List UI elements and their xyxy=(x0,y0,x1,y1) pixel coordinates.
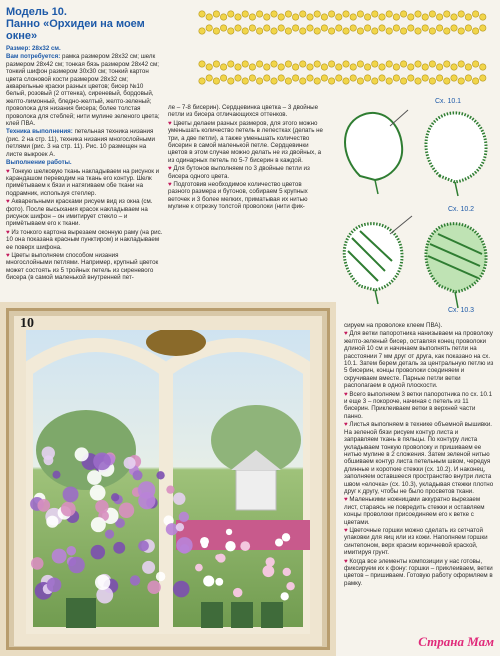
paragraph: ♥ Цветы делаем разных размеров, для этого можно уменьшать количество петель в лепестках (делать не три, а две петли), а также уменьшать количество бисерин в самой маленькой петле. Сердцевинки цветов в этом случае можно делать не из двойных, а из одинарных петель по 5-7 бисерин в каждой. xyxy=(168,119,323,164)
fern-bead-diagram xyxy=(196,2,496,94)
size-text: Размер: 28x32 см. xyxy=(6,45,61,52)
middle-column xyxy=(168,104,324,212)
paragraph: ♥ Для ветки папоротника нанизываем на проволоку желто-зеленый бисер, оставляя конец проволоки длиной 10 см и начинаем выполнять петли на расстоянии 7 мм друг от друга, как показано на сх. 10.1. Затем берем деталь за центральную петлю из 5 бисерин, концы проволоки соединяем и скручиваем вместе. Парные петли ветки располагаем в одной плоскости. xyxy=(344,330,494,390)
intro-column xyxy=(6,6,164,283)
technique-text: петельная техника низания (рис. 2 на стр. 11), техника низания многослойными петлями (рис. 3 на стр. 11). Рис. 10 размещен на листе выкроек А. xyxy=(6,128,156,158)
framed-photo xyxy=(0,302,336,656)
paragraph: ♥ Акварельными красками рисуем вид из окна (см. фото). После высыхания красок накладываем на рисунок шифон – он имитирует стекло – и примётываем его к ткани. xyxy=(6,198,153,228)
figure-label-10-1: Сх. 10.1 xyxy=(435,98,462,105)
scene-art xyxy=(26,330,310,634)
leaf-filled-figure xyxy=(426,224,486,308)
site-watermark: Страна Мам xyxy=(418,634,494,649)
technique-label: Техника выполнения: xyxy=(6,128,73,136)
paragraph: сируем на проволоке клеем ПВА). xyxy=(344,322,443,329)
need-label: Вам потребуется: xyxy=(6,53,61,61)
figure-label-10-2: Сх. 10.2 xyxy=(448,206,475,213)
right-column xyxy=(344,322,494,588)
paragraph: ♥ Из тонкого картона вырезаем оконную раму (на рис. 10 она показана красным пунктиром) и накладываем ее поверх шифона. xyxy=(6,228,163,251)
paragraph: ♥ Подготовив необходимое количество цветов разного размера и бутонов, собираем 5 крупных веточек и 3 более мелких, приматывая их нитью мулине к отрезку толстой проволоки (нити фик- xyxy=(168,181,308,211)
paragraph: ♥ Тонкую шелковую ткань накладываем на рисунок и карандашом переводим на ткань его контур. Шелк примётываем к бязи и натягиваем обе ткани на подрамник, используя степлер. xyxy=(6,167,160,197)
photo-number: 10 xyxy=(20,316,34,331)
leaf-outline-figure xyxy=(345,110,408,194)
paragraph: ♥ Цветы выполняем способом низания многослойными петлями. Например, крупный цветок может состоять из 5 тройных петель из сиреневого бисера (в самой маленькой внутренней пет- xyxy=(6,251,159,282)
paragraph: ♥ Когда все элементы композиции у нас готовы, фиксируем их к фону: горшки – приклеиваем, ветки цветов – пришиваем. Готовую работу оформляем в рамку. xyxy=(344,557,493,587)
paragraph: ле – 7-8 бисерин). Сердцевинка цветка – 3 двойные петли из бисера отличающихся оттенков. xyxy=(168,104,319,119)
work-label: Выполнение работы. xyxy=(6,159,72,167)
window-scene xyxy=(26,330,310,634)
paragraph: ♥ Маленькими ножницами аккуратно вырезаем лист, стараясь не повредить стежки и оставляем концы проволоки приcоединяем его к ветке с цветами. xyxy=(344,496,485,526)
paragraph: ♥ Цветочные горшки можно сделать из сетчатой упаковки для яиц или из кожи. Наполняем горшки синтепоном, верх красим коричневой краской, имитируя грунт. xyxy=(344,526,488,557)
model-title: Модель 10. Панно «Орхидеи на моем окне» xyxy=(6,6,145,42)
paragraph: ♥ Для бутонов выполняем по 3 двойные петли из бисера одного цвета. xyxy=(168,165,310,180)
leaf-stitch-figure xyxy=(344,216,412,304)
figure-label-10-3: Сх. 10.3 xyxy=(448,307,475,314)
paragraph: ♥ Листья выполняем в технике объемной вышивки. На зеленой бязи рисуем контур листа и заправляем ткань в пяльцы. По контуру листа укладываем тонкую проволоку и пришиваем ее нитью мулине в 2 сложения. Затем зеленой нитью обшиваем контур листа петельным швом, чередуя длинные и короткие стежки (сх. 10.2). И наконец, заполняем оставшееся пространство внутри листа швом «елочка» (сх. 10.3), укладывая стежки плотно друг к другу, чтобы не было просветов ткани. xyxy=(344,421,494,495)
leaf-buttonhole-figure xyxy=(426,113,486,196)
paragraph: ♥ Всего выполняем 3 ветки папоротника по сх. 10.1 и еще 3 – покороче, начиная с петель из 11 бисерин. Приклеиваем ветки в верхней части панно. xyxy=(344,390,493,420)
need-text: рамка размером 28x32 см; шелк размером 28x42 см; тонкая бязь размером 28x42 см; тонкий шифон размером 30x30 см; тонкий картон цвета слоновой кости размером 28x32 см; акварельные краски разных цветов; бисер №10 белый, розовый (2 оттенка), сиреневый, бордовый, желто-лимонный, бледно-желтый, желто-зеленый; проволока для низания бисера; более толстая проволока для стеблей; нити мулине зеленого цвета; клей ПВА. xyxy=(6,53,160,128)
leaf-diagrams xyxy=(330,96,500,316)
